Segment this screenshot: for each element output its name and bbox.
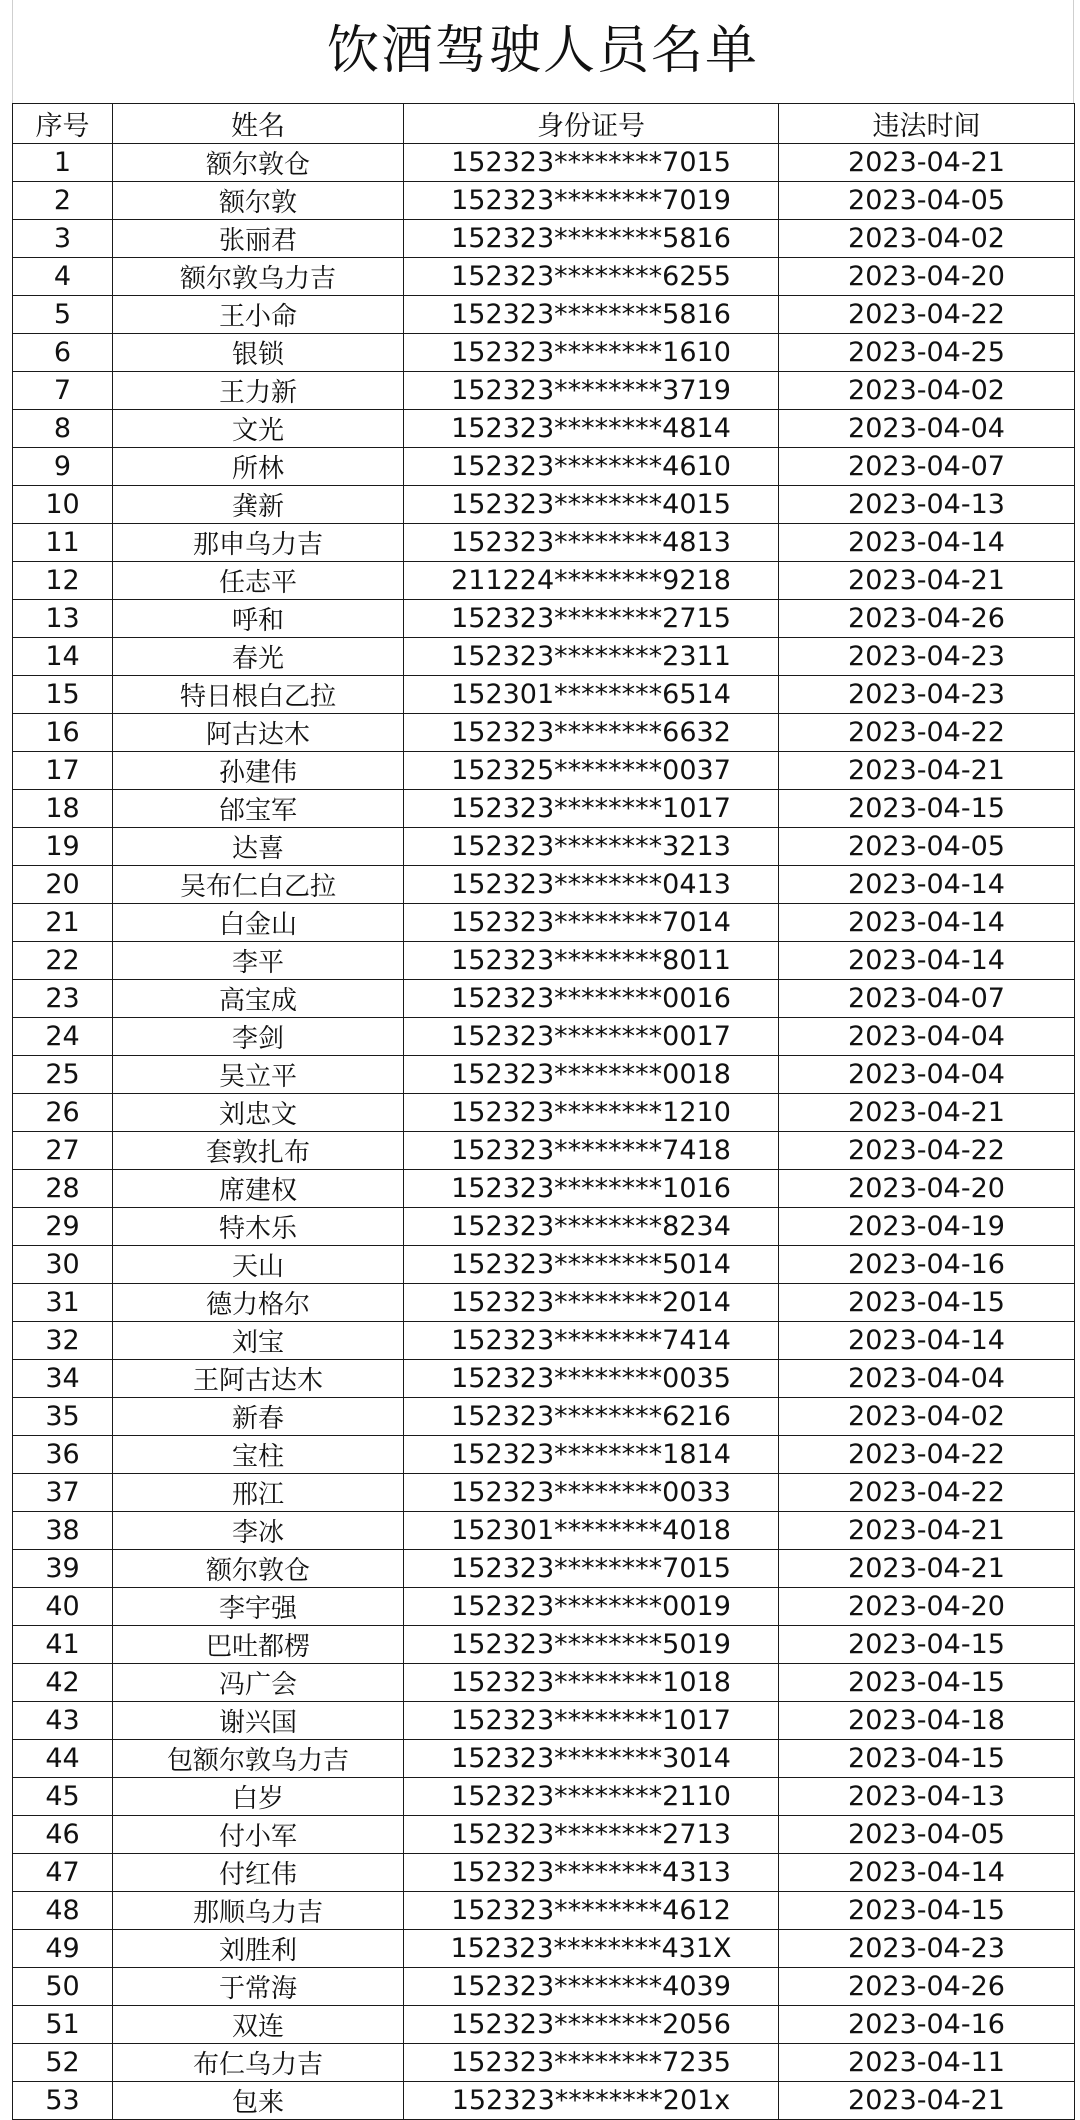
column-header-violation-date: 违法时间 <box>779 104 1075 144</box>
cell-name: 邢江 <box>113 1474 404 1512</box>
cell-id-number: 152323********6216 <box>404 1398 779 1436</box>
table-row <box>13 1208 1075 1246</box>
cell-name: 任志平 <box>113 562 404 600</box>
cell-id-number: 152323********8234 <box>404 1208 779 1246</box>
cell-index: 11 <box>13 524 113 562</box>
table-row <box>13 220 1075 258</box>
cell-name: 双连 <box>113 2006 404 2044</box>
column-header-id-number: 身份证号 <box>404 104 779 144</box>
cell-index: 42 <box>13 1664 113 1702</box>
cell-violation-date: 2023-04-14 <box>779 866 1075 904</box>
table-row <box>13 1854 1075 1892</box>
cell-violation-date: 2023-04-22 <box>779 1436 1075 1474</box>
table-row <box>13 1398 1075 1436</box>
cell-index: 15 <box>13 676 113 714</box>
table-row <box>13 1170 1075 1208</box>
cell-id-number: 152323********7015 <box>404 144 779 182</box>
cell-violation-date: 2023-04-11 <box>779 2044 1075 2082</box>
cell-id-number: 152323********0033 <box>404 1474 779 1512</box>
cell-id-number: 152323********5014 <box>404 1246 779 1284</box>
cell-id-number: 152323********4039 <box>404 1968 779 2006</box>
table-row <box>13 1360 1075 1398</box>
cell-violation-date: 2023-04-18 <box>779 1702 1075 1740</box>
cell-name: 宝柱 <box>113 1436 404 1474</box>
cell-index: 16 <box>13 714 113 752</box>
table-row <box>13 182 1075 220</box>
cell-violation-date: 2023-04-04 <box>779 1018 1075 1056</box>
cell-id-number: 152323********4813 <box>404 524 779 562</box>
cell-index: 41 <box>13 1626 113 1664</box>
table-row <box>13 1436 1075 1474</box>
cell-id-number: 152323********0017 <box>404 1018 779 1056</box>
table-row <box>13 1132 1075 1170</box>
cell-index: 14 <box>13 638 113 676</box>
cell-index: 26 <box>13 1094 113 1132</box>
table-row <box>13 904 1075 942</box>
cell-name: 布仁乌力吉 <box>113 2044 404 2082</box>
cell-name: 席建权 <box>113 1170 404 1208</box>
cell-index: 44 <box>13 1740 113 1778</box>
table-row <box>13 980 1075 1018</box>
cell-index: 17 <box>13 752 113 790</box>
cell-name: 所林 <box>113 448 404 486</box>
cell-name: 天山 <box>113 1246 404 1284</box>
table-row <box>13 334 1075 372</box>
column-header-index: 序号 <box>13 104 113 144</box>
cell-violation-date: 2023-04-14 <box>779 904 1075 942</box>
table-body <box>13 144 1075 2120</box>
cell-violation-date: 2023-04-15 <box>779 1664 1075 1702</box>
cell-violation-date: 2023-04-02 <box>779 372 1075 410</box>
cell-violation-date: 2023-04-23 <box>779 1930 1075 1968</box>
cell-name: 银锁 <box>113 334 404 372</box>
cell-name: 王力新 <box>113 372 404 410</box>
cell-violation-date: 2023-04-22 <box>779 1474 1075 1512</box>
cell-name: 谢兴国 <box>113 1702 404 1740</box>
cell-name: 那申乌力吉 <box>113 524 404 562</box>
cell-id-number: 152323********5019 <box>404 1626 779 1664</box>
table-header-row <box>13 104 1075 144</box>
cell-violation-date: 2023-04-05 <box>779 182 1075 220</box>
cell-violation-date: 2023-04-20 <box>779 1170 1075 1208</box>
cell-name: 龚新 <box>113 486 404 524</box>
cell-id-number: 152323********5816 <box>404 296 779 334</box>
cell-name: 达喜 <box>113 828 404 866</box>
cell-index: 12 <box>13 562 113 600</box>
cell-id-number: 152323********3014 <box>404 1740 779 1778</box>
cell-index: 27 <box>13 1132 113 1170</box>
table-row <box>13 866 1075 904</box>
cell-name: 吴立平 <box>113 1056 404 1094</box>
cell-id-number: 152323********6255 <box>404 258 779 296</box>
cell-index: 37 <box>13 1474 113 1512</box>
cell-name: 高宝成 <box>113 980 404 1018</box>
cell-name: 额尔敦仓 <box>113 1550 404 1588</box>
table-row <box>13 144 1075 182</box>
cell-index: 43 <box>13 1702 113 1740</box>
table-row <box>13 1512 1075 1550</box>
cell-id-number: 152323********201x <box>404 2082 779 2120</box>
cell-name: 特木乐 <box>113 1208 404 1246</box>
cell-index: 38 <box>13 1512 113 1550</box>
table-row <box>13 486 1075 524</box>
cell-index: 46 <box>13 1816 113 1854</box>
cell-violation-date: 2023-04-13 <box>779 1778 1075 1816</box>
cell-violation-date: 2023-04-04 <box>779 1360 1075 1398</box>
table-row <box>13 638 1075 676</box>
cell-name: 新春 <box>113 1398 404 1436</box>
cell-violation-date: 2023-04-14 <box>779 942 1075 980</box>
cell-index: 19 <box>13 828 113 866</box>
table-row <box>13 2006 1075 2044</box>
cell-id-number: 152323********3213 <box>404 828 779 866</box>
cell-index: 53 <box>13 2082 113 2120</box>
cell-name: 白金山 <box>113 904 404 942</box>
cell-id-number: 152325********0037 <box>404 752 779 790</box>
cell-id-number: 152323********4610 <box>404 448 779 486</box>
table-row <box>13 296 1075 334</box>
cell-index: 4 <box>13 258 113 296</box>
cell-id-number: 152323********3719 <box>404 372 779 410</box>
table-row <box>13 562 1075 600</box>
table-row <box>13 524 1075 562</box>
cell-violation-date: 2023-04-02 <box>779 220 1075 258</box>
cell-id-number: 152323********4814 <box>404 410 779 448</box>
cell-id-number: 152323********2056 <box>404 2006 779 2044</box>
cell-name: 文光 <box>113 410 404 448</box>
cell-index: 36 <box>13 1436 113 1474</box>
table-row <box>13 1284 1075 1322</box>
cell-violation-date: 2023-04-23 <box>779 638 1075 676</box>
cell-id-number: 152323********4612 <box>404 1892 779 1930</box>
cell-name: 春光 <box>113 638 404 676</box>
cell-id-number: 152323********5816 <box>404 220 779 258</box>
cell-id-number: 152323********1017 <box>404 1702 779 1740</box>
cell-id-number: 152323********2311 <box>404 638 779 676</box>
cell-violation-date: 2023-04-20 <box>779 1588 1075 1626</box>
cell-violation-date: 2023-04-16 <box>779 1246 1075 1284</box>
cell-name: 李宇强 <box>113 1588 404 1626</box>
cell-name: 付小军 <box>113 1816 404 1854</box>
cell-id-number: 152323********0035 <box>404 1360 779 1398</box>
cell-id-number: 152323********0016 <box>404 980 779 1018</box>
cell-name: 李冰 <box>113 1512 404 1550</box>
cell-name: 套敦扎布 <box>113 1132 404 1170</box>
cell-violation-date: 2023-04-22 <box>779 714 1075 752</box>
cell-id-number: 152323********1016 <box>404 1170 779 1208</box>
cell-id-number: 152301********4018 <box>404 1512 779 1550</box>
cell-violation-date: 2023-04-19 <box>779 1208 1075 1246</box>
cell-id-number: 152323********1814 <box>404 1436 779 1474</box>
cell-index: 3 <box>13 220 113 258</box>
cell-violation-date: 2023-04-22 <box>779 296 1075 334</box>
cell-index: 21 <box>13 904 113 942</box>
cell-violation-date: 2023-04-20 <box>779 258 1075 296</box>
cell-name: 阿古达木 <box>113 714 404 752</box>
cell-name: 额尔敦乌力吉 <box>113 258 404 296</box>
table-row <box>13 1018 1075 1056</box>
cell-violation-date: 2023-04-15 <box>779 790 1075 828</box>
cell-index: 49 <box>13 1930 113 1968</box>
cell-violation-date: 2023-04-21 <box>779 144 1075 182</box>
cell-id-number: 152323********7014 <box>404 904 779 942</box>
cell-name: 孙建伟 <box>113 752 404 790</box>
cell-index: 39 <box>13 1550 113 1588</box>
cell-violation-date: 2023-04-15 <box>779 1892 1075 1930</box>
cell-violation-date: 2023-04-21 <box>779 1512 1075 1550</box>
cell-id-number: 152323********1017 <box>404 790 779 828</box>
cell-index: 8 <box>13 410 113 448</box>
cell-index: 51 <box>13 2006 113 2044</box>
cell-index: 24 <box>13 1018 113 1056</box>
cell-name: 包来 <box>113 2082 404 2120</box>
cell-index: 13 <box>13 600 113 638</box>
cell-id-number: 152323********4313 <box>404 1854 779 1892</box>
cell-name: 李平 <box>113 942 404 980</box>
cell-name: 王阿古达木 <box>113 1360 404 1398</box>
cell-violation-date: 2023-04-07 <box>779 448 1075 486</box>
cell-index: 20 <box>13 866 113 904</box>
table-row <box>13 1816 1075 1854</box>
cell-id-number: 152323********1210 <box>404 1094 779 1132</box>
cell-name: 吴布仁白乙拉 <box>113 866 404 904</box>
cell-name: 李剑 <box>113 1018 404 1056</box>
cell-name: 白岁 <box>113 1778 404 1816</box>
cell-index: 22 <box>13 942 113 980</box>
cell-index: 25 <box>13 1056 113 1094</box>
cell-id-number: 152323********0018 <box>404 1056 779 1094</box>
cell-id-number: 152323********7414 <box>404 1322 779 1360</box>
table-row <box>13 2044 1075 2082</box>
cell-index: 6 <box>13 334 113 372</box>
cell-index: 32 <box>13 1322 113 1360</box>
cell-violation-date: 2023-04-14 <box>779 1854 1075 1892</box>
cell-violation-date: 2023-04-14 <box>779 524 1075 562</box>
cell-violation-date: 2023-04-15 <box>779 1284 1075 1322</box>
cell-index: 2 <box>13 182 113 220</box>
cell-id-number: 152301********6514 <box>404 676 779 714</box>
cell-index: 50 <box>13 1968 113 2006</box>
cell-violation-date: 2023-04-21 <box>779 2082 1075 2120</box>
cell-id-number: 152323********4015 <box>404 486 779 524</box>
cell-violation-date: 2023-04-21 <box>779 1094 1075 1132</box>
cell-index: 9 <box>13 448 113 486</box>
table-row <box>13 1778 1075 1816</box>
table-row <box>13 372 1075 410</box>
table-row <box>13 714 1075 752</box>
cell-index: 52 <box>13 2044 113 2082</box>
page-title: 饮酒驾驶人员名单 <box>12 0 1074 103</box>
table-row <box>13 1626 1075 1664</box>
cell-id-number: 211224********9218 <box>404 562 779 600</box>
cell-name: 那顺乌力吉 <box>113 1892 404 1930</box>
cell-name: 刘宝 <box>113 1322 404 1360</box>
cell-index: 18 <box>13 790 113 828</box>
cell-index: 47 <box>13 1854 113 1892</box>
table-row <box>13 1474 1075 1512</box>
cell-id-number: 152323********2110 <box>404 1778 779 1816</box>
cell-name: 德力格尔 <box>113 1284 404 1322</box>
cell-index: 30 <box>13 1246 113 1284</box>
cell-index: 10 <box>13 486 113 524</box>
cell-name: 额尔敦仓 <box>113 144 404 182</box>
table-row <box>13 790 1075 828</box>
cell-violation-date: 2023-04-02 <box>779 1398 1075 1436</box>
cell-index: 31 <box>13 1284 113 1322</box>
cell-violation-date: 2023-04-26 <box>779 600 1075 638</box>
table-row <box>13 1892 1075 1930</box>
cell-violation-date: 2023-04-07 <box>779 980 1075 1018</box>
column-header-name: 姓名 <box>113 104 404 144</box>
cell-id-number: 152323********7235 <box>404 2044 779 2082</box>
cell-id-number: 152323********6632 <box>404 714 779 752</box>
table-row <box>13 1702 1075 1740</box>
cell-index: 29 <box>13 1208 113 1246</box>
table-row <box>13 1968 1075 2006</box>
table-row <box>13 1056 1075 1094</box>
cell-name: 邰宝军 <box>113 790 404 828</box>
cell-name: 特日根白乙拉 <box>113 676 404 714</box>
cell-name: 呼和 <box>113 600 404 638</box>
cell-violation-date: 2023-04-21 <box>779 752 1075 790</box>
cell-violation-date: 2023-04-04 <box>779 410 1075 448</box>
table-row <box>13 828 1075 866</box>
cell-name: 付红伟 <box>113 1854 404 1892</box>
cell-id-number: 152323********2713 <box>404 1816 779 1854</box>
table-row <box>13 410 1075 448</box>
table-row <box>13 1322 1075 1360</box>
cell-id-number: 152323********0413 <box>404 866 779 904</box>
cell-index: 1 <box>13 144 113 182</box>
table-row <box>13 1664 1075 1702</box>
cell-id-number: 152323********0019 <box>404 1588 779 1626</box>
cell-violation-date: 2023-04-26 <box>779 1968 1075 2006</box>
cell-id-number: 152323********1610 <box>404 334 779 372</box>
cell-violation-date: 2023-04-25 <box>779 334 1075 372</box>
cell-index: 23 <box>13 980 113 1018</box>
cell-id-number: 152323********1018 <box>404 1664 779 1702</box>
cell-id-number: 152323********2715 <box>404 600 779 638</box>
cell-violation-date: 2023-04-21 <box>779 562 1075 600</box>
cell-index: 34 <box>13 1360 113 1398</box>
cell-name: 刘胜利 <box>113 1930 404 1968</box>
table-row <box>13 1550 1075 1588</box>
cell-name: 于常海 <box>113 1968 404 2006</box>
cell-violation-date: 2023-04-15 <box>779 1626 1075 1664</box>
table-row <box>13 448 1075 486</box>
document-sheet <box>12 0 1074 2118</box>
cell-id-number: 152323********431X <box>404 1930 779 1968</box>
cell-violation-date: 2023-04-05 <box>779 828 1075 866</box>
cell-name: 冯广会 <box>113 1664 404 1702</box>
table-row <box>13 2082 1075 2120</box>
cell-violation-date: 2023-04-14 <box>779 1322 1075 1360</box>
cell-violation-date: 2023-04-16 <box>779 2006 1075 2044</box>
table-row <box>13 600 1075 638</box>
table-row <box>13 676 1075 714</box>
cell-violation-date: 2023-04-21 <box>779 1550 1075 1588</box>
cell-name: 张丽君 <box>113 220 404 258</box>
cell-index: 28 <box>13 1170 113 1208</box>
cell-violation-date: 2023-04-04 <box>779 1056 1075 1094</box>
table-row <box>13 1588 1075 1626</box>
table-row <box>13 1094 1075 1132</box>
cell-violation-date: 2023-04-05 <box>779 1816 1075 1854</box>
cell-id-number: 152323********8011 <box>404 942 779 980</box>
cell-violation-date: 2023-04-15 <box>779 1740 1075 1778</box>
cell-index: 48 <box>13 1892 113 1930</box>
table-row <box>13 1246 1075 1284</box>
cell-id-number: 152323********2014 <box>404 1284 779 1322</box>
cell-violation-date: 2023-04-22 <box>779 1132 1075 1170</box>
cell-violation-date: 2023-04-13 <box>779 486 1075 524</box>
cell-name: 刘忠文 <box>113 1094 404 1132</box>
cell-name: 王小命 <box>113 296 404 334</box>
cell-name: 巴吐都楞 <box>113 1626 404 1664</box>
violator-table <box>12 103 1075 2120</box>
table-row <box>13 1930 1075 1968</box>
cell-index: 45 <box>13 1778 113 1816</box>
cell-name: 包额尔敦乌力吉 <box>113 1740 404 1778</box>
cell-id-number: 152323********7418 <box>404 1132 779 1170</box>
table-row <box>13 942 1075 980</box>
table-row <box>13 752 1075 790</box>
cell-id-number: 152323********7015 <box>404 1550 779 1588</box>
table-row <box>13 258 1075 296</box>
cell-index: 7 <box>13 372 113 410</box>
cell-index: 40 <box>13 1588 113 1626</box>
cell-id-number: 152323********7019 <box>404 182 779 220</box>
cell-name: 额尔敦 <box>113 182 404 220</box>
table-row <box>13 1740 1075 1778</box>
cell-violation-date: 2023-04-23 <box>779 676 1075 714</box>
cell-index: 5 <box>13 296 113 334</box>
cell-index: 35 <box>13 1398 113 1436</box>
